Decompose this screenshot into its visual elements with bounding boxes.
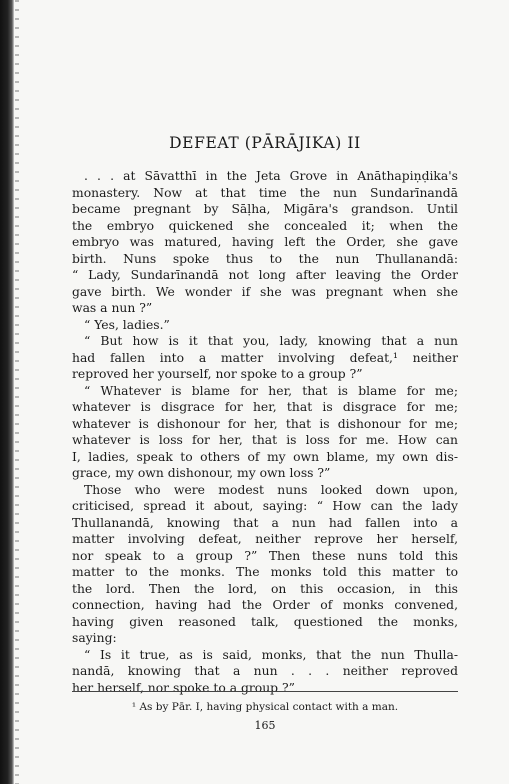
text-line: grace, my own dishonour, my own loss ?”	[72, 466, 331, 480]
text-line: embryo was matured, having left the Order, she gave	[72, 235, 458, 249]
text-line: “ Whatever is blame for her, that is blame for me;	[84, 383, 458, 398]
text-line: her herself, nor spoke to a group ?”	[72, 680, 295, 695]
text-line: whatever is dishonour for her, that is dishonour for me;	[72, 416, 458, 431]
text-line: having given reasoned talk, questioned the monks,	[72, 614, 458, 629]
text-line: nor speak to a group ?” Then these nuns told this	[72, 548, 458, 563]
footnote: ¹ As by Pār. I, having physical contact with a man.	[131, 701, 399, 713]
text-line: became pregnant by Sāḷha, Migāra's grandson. Until	[72, 202, 458, 216]
text-line: “ Lady, Sundarīnandā not long after leaving the Order	[72, 268, 458, 282]
text-line: . . . at Sāvatthī in the Jeta Grove in Anāthapiṇḍika's	[84, 169, 458, 183]
text-line: “ But how is it that you, lady, knowing that a nun	[84, 334, 458, 348]
text-line: Thullanandā, knowing that a nun had fallen into a	[72, 515, 458, 530]
text-line: “ Is it true, as is said, monks, that the nun Thulla-	[84, 647, 458, 662]
body-text	[72, 168, 458, 696]
page-number: 165	[254, 719, 276, 732]
text-line: whatever is loss for her, that is loss for me. How can	[72, 433, 458, 447]
text-line: I, ladies, speak to others of my own blame, my own dis-	[72, 449, 458, 464]
text-line: had fallen into a matter involving defeat,¹ neither	[72, 350, 458, 365]
text-line: matter to the monks. The monks told this matter to	[72, 565, 458, 579]
text-line: criticised, spread it about, saying: “ How can the lady	[72, 499, 458, 513]
chapter-heading: DEFEAT (PĀRĀJIKA) II	[169, 134, 361, 152]
text-line: birth. Nuns spoke thus to the nun Thullanandā:	[72, 251, 458, 266]
binding-edge	[15, 0, 19, 784]
text-line: Those who were modest nuns looked down upon,	[84, 482, 458, 497]
text-line: matter involving defeat, neither reprove her herself,	[72, 532, 458, 546]
text-line: gave birth. We wonder if she was pregnant when she	[72, 284, 458, 299]
text-line: reproved her yourself, nor spoke to a group ?”	[72, 367, 363, 381]
text-line: connection, having had the Order of monks convened,	[72, 598, 458, 612]
text-line: nandā, knowing that a nun . . . neither reproved	[72, 664, 458, 678]
text-line: the embryo quickened she concealed it; when the	[72, 218, 458, 233]
text-line: was a nun ?”	[72, 301, 153, 315]
text-line: monastery. Now at that time the nun Sundarīnandā	[72, 185, 458, 200]
footnote-rule	[72, 691, 458, 692]
text-line: “ Yes, ladies.”	[84, 317, 170, 332]
book-spine-shadow	[0, 0, 14, 784]
text-line: the lord. Then the lord, on this occasion, in this	[72, 581, 458, 596]
text-line: whatever is disgrace for her, that is disgrace for me;	[72, 400, 458, 414]
text-line: saying:	[72, 631, 117, 645]
